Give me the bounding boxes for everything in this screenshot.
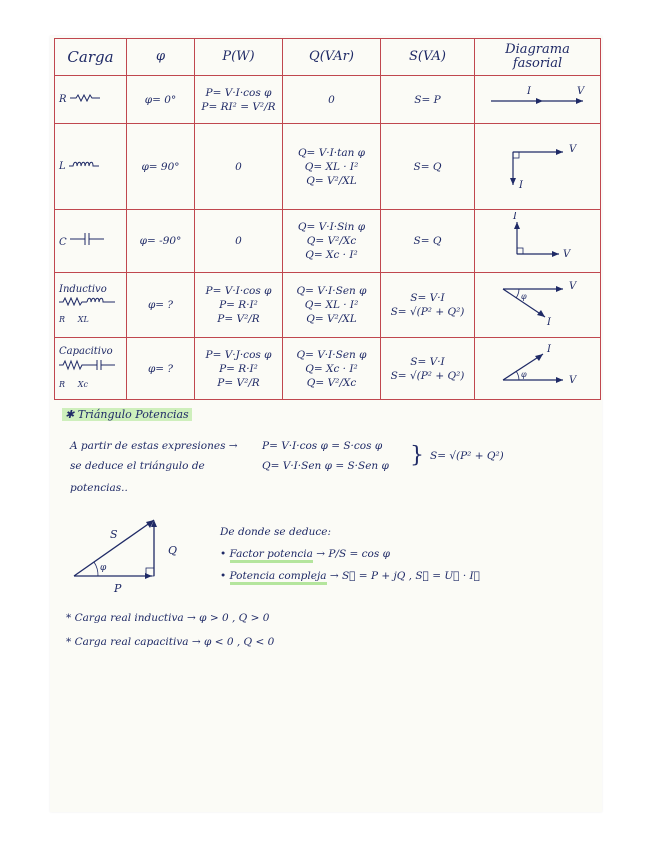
triangle-label-p: P	[114, 582, 122, 595]
formula: S= V·I	[410, 292, 445, 304]
formula: Q= V²/Xc	[306, 235, 357, 247]
table-row	[55, 124, 601, 210]
phasor-diagram-icon	[483, 130, 593, 200]
table-header-row	[55, 39, 601, 76]
formula: P= V·J·cos φ	[205, 348, 272, 361]
bullet-potencia-compleja: • Potencia compleja → S⃗ = P + jQ , S⃗ = U⃗ · I⃗	[220, 570, 480, 582]
phi-value: φ= ?	[127, 273, 195, 338]
rc-circuit-icon	[59, 359, 115, 371]
equation-p: P= V·I·cos φ = S·cos φ	[262, 440, 383, 452]
formula: Q= V²/XL	[306, 313, 357, 325]
formula: P= RI² = V²/R	[201, 100, 276, 113]
phi-value: φ= 90°	[127, 124, 195, 210]
formula: S= √(P² + Q²)	[390, 369, 465, 382]
phasor-label: φ	[520, 369, 527, 379]
header-q: Q(VAr)	[283, 39, 381, 76]
p-cell	[195, 338, 283, 400]
phasor-diagram-capacitivo	[475, 338, 601, 400]
s-cell: S= P	[381, 76, 475, 124]
formula: P= V·I·cos φ	[205, 86, 272, 99]
rl-circuit-icon	[59, 297, 115, 306]
phi-value: φ= -90°	[127, 210, 195, 273]
phasor-label: I	[512, 212, 517, 222]
sublabel: R	[59, 315, 66, 324]
table-row	[55, 273, 601, 338]
s-cell	[381, 338, 475, 400]
phasor-diagram-icon	[483, 275, 593, 331]
phi-value: φ= 0°	[127, 76, 195, 124]
formula: Q= XL · I²	[304, 299, 359, 311]
row-label-capacitivo	[55, 338, 127, 400]
intro-line-2: se deduce el triángulo de	[70, 460, 205, 472]
header-phi: φ	[127, 39, 195, 76]
formula: Q= XL · I²	[304, 160, 359, 173]
formula: Q= Xc · I²	[305, 362, 358, 375]
row-label-r	[55, 76, 127, 124]
bullet-text: → S⃗ = P + jQ , S⃗ = U⃗ · I⃗	[329, 570, 480, 582]
formula: S= √(P² + Q²)	[390, 306, 465, 318]
section-title	[62, 408, 192, 421]
inductor-icon	[69, 161, 103, 169]
load-label: R	[59, 93, 67, 105]
q-cell	[283, 338, 381, 400]
s-cell: S= Q	[381, 124, 475, 210]
formula: Q= V²/XL	[306, 174, 357, 187]
formula: Q= Xc · I²	[305, 249, 358, 261]
p-cell: 0	[195, 124, 283, 210]
header-p: P(W)	[195, 39, 283, 76]
phasor-label: I	[518, 179, 523, 191]
row-label-l	[55, 124, 127, 210]
sublabel: Xc	[77, 380, 88, 389]
power-table	[54, 38, 601, 400]
formula: Q= V·I·Sen φ	[296, 348, 367, 361]
formula: Q= V·I·Sen φ	[296, 285, 367, 297]
phasor-diagram-icon	[483, 342, 593, 392]
q-cell	[283, 273, 381, 338]
q-cell	[283, 124, 381, 210]
formula: Q= V·I·tan φ	[297, 146, 366, 159]
s-cell	[381, 273, 475, 338]
bullet-text: → P/S = cos φ	[316, 548, 390, 560]
phasor-diagram-l	[475, 124, 601, 210]
intro-line-1: A partir de estas expresiones →	[70, 440, 238, 452]
table-row	[55, 210, 601, 273]
phasor-label: φ	[520, 292, 527, 301]
resistor-icon	[70, 94, 100, 102]
curly-brace: }	[410, 443, 424, 468]
sublabel: R	[59, 380, 66, 389]
s-cell: S= Q	[381, 210, 475, 273]
phasor-label: V	[562, 249, 570, 260]
header-diagrama: Diagrama fasorial	[475, 39, 601, 76]
section-title-text: ✱ Triángulo Potencias	[62, 408, 192, 421]
load-label: Inductivo	[59, 284, 107, 295]
phi-value: φ= ?	[127, 338, 195, 400]
capacitor-icon	[70, 233, 104, 245]
table-row	[55, 76, 601, 124]
formula: P= R·I²	[219, 362, 258, 375]
p-cell	[195, 273, 283, 338]
phasor-diagram-r	[475, 76, 601, 124]
phasor-label: V	[568, 281, 576, 292]
bullet-factor-potencia: • Factor potencia → P/S = cos φ	[220, 548, 390, 560]
note-capacitiva: * Carga real capacitiva → φ < 0 , Q < 0	[66, 636, 275, 648]
p-cell	[195, 76, 283, 124]
formula: P= R·I²	[219, 299, 258, 311]
row-label-c	[55, 210, 127, 273]
phasor-diagram-c	[475, 210, 601, 273]
phasor-label: I	[546, 343, 551, 355]
phasor-diagram-icon	[483, 83, 593, 113]
phasor-diagram-inductivo	[475, 273, 601, 338]
note-inductiva: * Carga real inductiva → φ > 0 , Q > 0	[66, 612, 270, 624]
table-row	[55, 338, 601, 400]
formula: Q= V²/Xc	[306, 376, 357, 389]
triangle-label-s: S	[110, 528, 118, 541]
s-magnitude-formula: S= √(P² + Q²)	[430, 450, 504, 462]
phasor-diagram-icon	[483, 212, 593, 266]
equation-q: Q= V·I·Sen φ = S·Sen φ	[262, 460, 389, 472]
triangle-label-phi: φ	[100, 563, 107, 573]
phasor-label: I	[526, 85, 531, 97]
formula: P= V²/R	[217, 313, 260, 325]
triangle-label-q: Q	[168, 544, 178, 557]
phasor-label: V	[568, 374, 576, 386]
row-label-inductivo	[55, 273, 127, 338]
load-label: L	[59, 160, 66, 172]
header-s: S(VA)	[381, 39, 475, 76]
deduce-title: De donde se deduce:	[220, 526, 332, 538]
sublabel: XL	[77, 315, 89, 324]
q-cell	[283, 210, 381, 273]
formula: P= V·I·cos φ	[205, 285, 272, 297]
bullet-term: Factor potencia	[230, 548, 313, 563]
q-cell: 0	[283, 76, 381, 124]
power-triangle-diagram	[66, 512, 196, 596]
load-label: Capacitivo	[59, 346, 113, 357]
phasor-label: V	[568, 143, 576, 155]
bullet-term: Potencia compleja	[230, 570, 327, 585]
formula: P= V²/R	[217, 376, 260, 389]
p-cell: 0	[195, 210, 283, 273]
formula: S= V·I	[410, 355, 445, 368]
header-carga: Carga	[55, 39, 127, 76]
phasor-label: I	[546, 317, 551, 328]
intro-line-3: potencias..	[70, 482, 128, 494]
phasor-label: V	[576, 85, 584, 97]
formula: Q= V·I·Sin φ	[297, 221, 366, 233]
load-label: C	[59, 236, 67, 248]
